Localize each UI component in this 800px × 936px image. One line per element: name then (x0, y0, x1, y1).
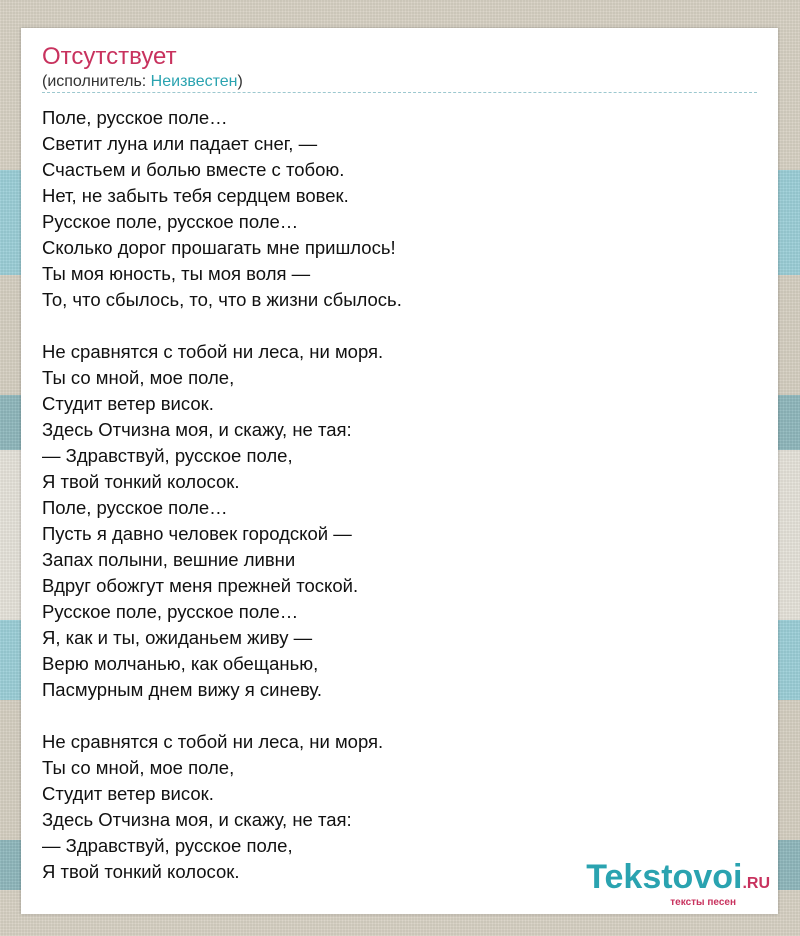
lyric-line: Студит ветер висок. (42, 393, 214, 414)
lyric-line: Верю молчанью, как обещанью, (42, 653, 319, 674)
lyric-line: Поле, русское поле… (42, 107, 228, 128)
lyric-line: Светит луна или падает снег, — (42, 133, 318, 154)
lyric-line: Я, как и ты, ожиданьем живу — (42, 627, 313, 648)
lyric-line: Здесь Отчизна моя, и скажу, не тая: (42, 419, 352, 440)
song-title: Отсутствует (42, 43, 177, 70)
lyric-line: Ты со мной, мое поле, (42, 757, 235, 778)
lyric-line: Я твой тонкий колосок. (42, 861, 240, 882)
lyric-line: Русское поле, русское поле… (42, 601, 299, 622)
lyrics-card (21, 28, 778, 914)
lyric-line: Поле, русское поле… (42, 497, 228, 518)
logo-brand: Tekstovoi (586, 858, 743, 896)
stanza-gap (42, 703, 757, 729)
lyric-line: Пасмурным днем вижу я синеву. (42, 679, 322, 700)
lyric-line: Здесь Отчизна моя, и скажу, не тая: (42, 809, 352, 830)
artist-link[interactable]: Неизвестен (150, 73, 238, 90)
lyric-line: — Здравствуй, русское поле, (42, 835, 293, 856)
lyric-line: Я твой тонкий колосок. (42, 471, 240, 492)
lyric-line: Ты моя юность, ты моя воля — (42, 263, 311, 284)
lyric-line: Русское поле, русское поле… (42, 211, 299, 232)
lyric-line: Не сравнятся с тобой ни леса, ни моря. (42, 341, 384, 362)
lyric-line: Студит ветер висок. (42, 783, 214, 804)
artist-suffix: ) (237, 73, 243, 90)
lyric-line: Сколько дорог прошагать мне пришлось! (42, 237, 396, 258)
lyric-line: Нет, не забыть тебя сердцем вовек. (42, 185, 349, 206)
lyric-line: Пусть я давно человек городской — (42, 523, 352, 544)
artist-prefix: (исполнитель: (42, 73, 151, 90)
artist-line (42, 73, 243, 91)
logo-wordmark (586, 860, 770, 901)
lyric-line: Не сравнятся с тобой ни леса, ни моря. (42, 731, 384, 752)
lyric-line: Вдруг обожгут меня прежней тоской. (42, 575, 359, 596)
lyric-line: Запах полыни, вешние ливни (42, 549, 296, 570)
lyrics-text (42, 105, 757, 885)
logo-tld: .RU (742, 875, 770, 892)
lyric-line: Счастьем и болью вместе с тобою. (42, 159, 345, 180)
lyric-line: То, что сбылось, то, что в жизни сбылось. (42, 289, 402, 310)
stanza-gap (42, 313, 757, 339)
lyric-line: — Здравствуй, русское поле, (42, 445, 293, 466)
logo-tagline: тексты песен (670, 897, 736, 908)
header-divider (42, 92, 757, 93)
site-logo[interactable] (586, 860, 770, 908)
lyric-line: Ты со мной, мое поле, (42, 367, 235, 388)
